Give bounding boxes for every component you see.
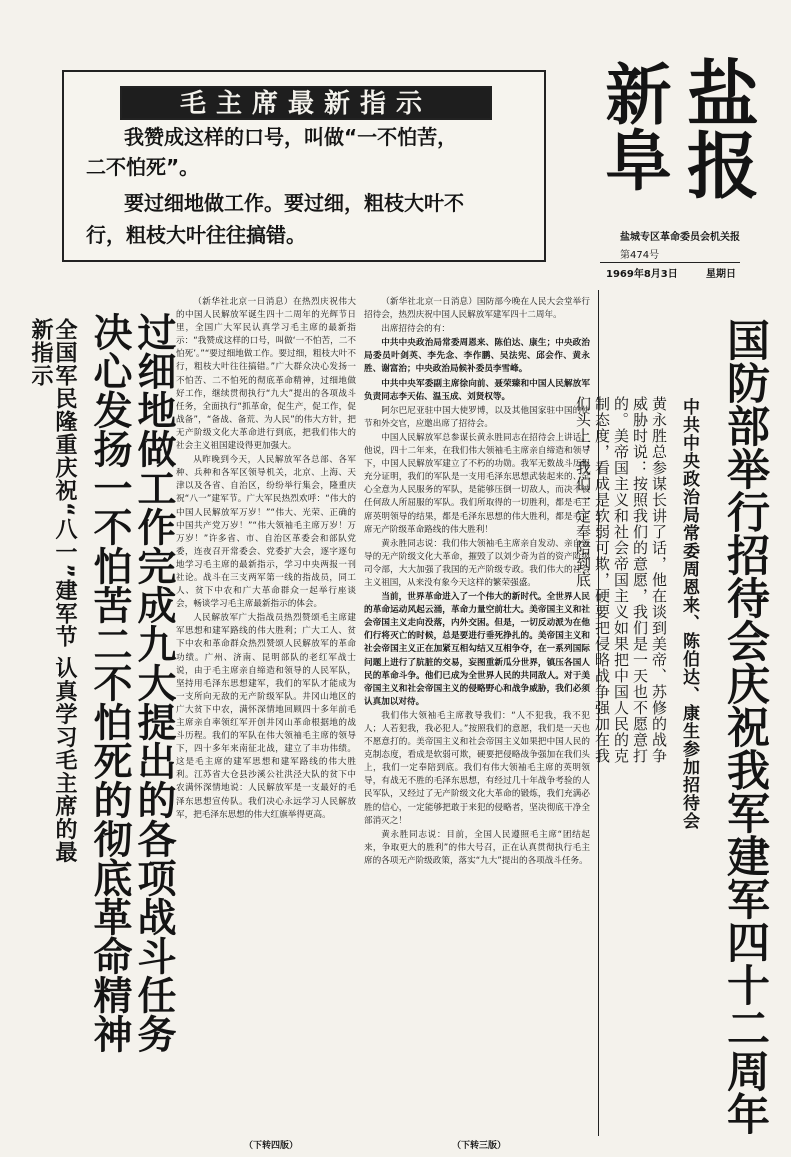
quote-title: 毛主席最新指示 <box>120 86 492 120</box>
masthead-char: 阜 <box>594 126 671 192</box>
paragraph: 阿尔巴尼亚驻中国大使罗博，以及其他国家驻中国的使节和外交官，应邀出席了招待会。 <box>364 405 590 429</box>
paragraph: 我们伟大领袖毛主席教导我们：“人不犯我，我不犯人；人若犯我，我必犯人。”按照我们的意愿，我们是一天也不愿意打的。美帝国主义和社会帝国主义如果把中国人民的克制态度，看成是软弱可欺，硬要把侵略战争强加在我们头上，我们一定奉陪到底。我们有伟大领袖毛主席的英明领导，有战无不胜的毛泽东思想，有经过几十年战争考验的人民军队，又经过了无产阶级文化大革命的锻炼，我们充满必胜的信心，一定能够把敢于来犯的侵略者，坚决彻底干净全部消灭之！ <box>364 710 590 826</box>
issue-number: 第474号 <box>620 250 660 261</box>
paragraph: （新华社北京一日消息）在热烈庆祝伟大的中国人民解放军诞生四十二周年的光辉节日里，全国广大军民认真学习毛主席的最新指示：“我赞成这样的口号，叫做‘一不怕苦，二不怕死’。”“要过细地做工作。要过细，粗枝大叶不行，粗枝大叶往往搞错。”广大群众决心发扬一不怕苦、二不怕死的彻底革命精神，过细地做好工作，继续贯彻执行“九大”提出的各项战斗任务，全面执行“抓革命，促生产，促工作，促战备”，“备战、备荒、为人民”的伟大方针，把无产阶级文化大革命进行到底，把我们伟大的社会主义祖国建设得更加强大。 <box>176 297 356 452</box>
headline-column-1: 过细地做工作完成九大提出的各项战斗任务 <box>131 312 176 1053</box>
paragraph: 人民解放军广大指战员热烈赞颂毛主席建军思想和建军路线的伟大胜利；广大工人、贫下中农和革命群众热烈赞颂人民解放军的革命功绩。广州、济南、昆明部队的老红军战士说，由于毛主席亲自缔造和领导的人民军队，坚持用毛泽东思想建军，我们的军队才能成为一支所向无敌的无产阶级军队。井冈山地区的广大贫下中农，满怀深情地回顾四十多年前毛主席亲自率领红军开创井冈山革命根据地的战斗历程。我们的军队在伟大领袖毛主席的领导下，四十多年来南征北战，建立了丰功伟绩。这是毛主席的建军思想和建军路线的伟大胜利。江苏省大仓县沙溪公社洪泾大队的贫下中农满怀深情地说：人民解放军是一支最好的毛泽东思想宣传队。我们决心永远学习人民解放军，把毛泽东思想的伟大红旗举得更高。 <box>176 613 356 820</box>
masthead-title-left <box>588 60 671 192</box>
paragraph: 中共中央政治局常委周恩来、陈伯达、康生；中央政治局委员叶剑英、李先念、李作鹏、吴法宪、邱会作、黄永胜、谢富治；中央政治局候补委员李雪峰。 <box>364 338 590 375</box>
masthead-title-right <box>666 56 759 200</box>
chairman-quote-box <box>62 70 546 262</box>
continued-note: （下转三版） <box>452 1141 507 1151</box>
paragraph: 中共中央军委副主席徐向前、聂荣臻和中国人民解放军负责同志李天佑、温玉成、刘贤权等。 <box>364 378 590 402</box>
paragraph: 黄永胜同志说：目前，全国人民遵照毛主席“团结起来，争取更大的胜利”的伟大号召，正在认真贯彻执行毛主席的各项无产阶级政策，落实“九大”提出的各项战斗任务。 <box>364 829 590 866</box>
issue-weekday: 星期日 <box>706 269 736 280</box>
paragraph: （新华社北京一日消息）国防部今晚在人民大会堂举行招待会，热烈庆祝中国人民解放军建军四十二周年。 <box>364 297 590 321</box>
body-column-2 <box>364 296 590 1134</box>
masthead-subtitle: 盐城专区革命委员会机关报 <box>620 232 740 243</box>
paragraph: 中国人民解放军总参谋长黄永胜同志在招待会上讲话。他说，四十二年来，在我们伟大领袖毛主席亲自缔造和领导下，中国人民解放军建立了不朽的功勋。我军无数战斗历程充分证明，我们的军队是一支用毛泽东思想武装起来的、全心全意为人民服务的军队，是能够压倒一切敌人，而决不被任何敌人所屈服的军队。我们所取得的一切胜利，都是毛主席英明领导的结果，都是毛泽东思想的伟大胜利，都是毛主席无产阶级革命路线的伟大胜利！ <box>364 432 590 535</box>
quote-line: 二不怕死”。 <box>86 155 200 179</box>
issue-date: 1969年8月3日 <box>606 269 678 280</box>
headline-column-2: 决心发扬一不怕苦二不怕死的彻底革命精神 <box>87 312 132 1053</box>
masthead-char: 报 <box>675 128 759 200</box>
masthead-divider <box>600 262 740 263</box>
masthead-char: 盐 <box>675 56 759 128</box>
guofangbu-lead: 黄永胜总参谋长讲了话，他在谈到美帝、苏修的战争威胁时说：按照我们的意愿，我们是一天也不愿意打的。美帝国主义和社会帝国主义如果把中国人民的克制态度，看成是软弱可欺，硬要把侵略战争强加在我们头上，我们一定奉陪到底 <box>574 396 668 764</box>
guofangbu-headline: 国防部举行招待会庆祝我军建军四十二周年 <box>720 318 770 1135</box>
quote-line: 要过细地做工作。要过细，粗枝大叶不 <box>124 191 464 215</box>
article-kicker: 全国军民隆重庆祝“八一”建军节 认真学习毛主席的最新指示 <box>28 318 77 864</box>
quote-line: 我赞成这样的口号，叫做“一不怕苦， <box>124 125 458 149</box>
paragraph: 黄永胜同志说：我们伟大领袖毛主席亲自发动、亲自领导的无产阶级文化大革命，摧毁了以刘少奇为首的资产阶级司令部，大大加强了我国的无产阶级专政。我们伟大的社会主义祖国，从来没有象今天这样的繁荣强盛。 <box>364 538 590 588</box>
masthead-char: 新 <box>594 60 671 126</box>
paragraph: 从昨晚到今天，人民解放军各总部、各军种、兵种和各军区领导机关，北京、上海、天津以及各省、自治区，纷纷举行集会，隆重庆祝“八一”建军节。广大军民热烈欢呼：“伟大的中国人民解放军万岁！”“伟大、光荣、正确的中国共产党万岁！”“伟大领袖毛主席万岁！万万岁！”许多省、市、自治区革委会和部队党委，连夜召开常委会、党委扩大会，逐字逐句地学习毛主席的最新指示，学习中央两报一刊社论。战斗在三支两军第一线的指战员，同工人、贫下中农和广大革命群众一起举行座谈会，畅谈学习毛主席最新指示的体会。 <box>176 455 356 610</box>
guofangbu-subhead: 中共中央政治局常委周恩来、陈伯达、康生参加招待会 <box>679 398 699 830</box>
body-column-1 <box>176 296 356 1134</box>
continued-note: （下转四版） <box>244 1141 299 1151</box>
paragraph: 当前，世界革命进入了一个伟大的新时代。全世界人民的革命运动风起云涌，革命力量空前壮大。美帝国主义和社会帝国主义走向没落，内外交困。但是，一切反动派为在他们行将灭亡的时候，总是要进行垂死挣扎的。美帝国主义和社会帝国主义正在加紧互相勾结又互相争夺，在一系列国际问题上进行了肮脏的交易，妄图重新瓜分世界，镇压各国人民的革命斗争。他们已成为全世界人民的共同敌人。对于美帝国主义和社会帝国主义的侵略野心和战争威胁，我们必须认真加以对待。 <box>364 592 590 707</box>
paragraph: 出席招待会的有： <box>381 324 450 335</box>
quote-line: 行，粗枝大叶往往搞错。 <box>86 223 306 247</box>
